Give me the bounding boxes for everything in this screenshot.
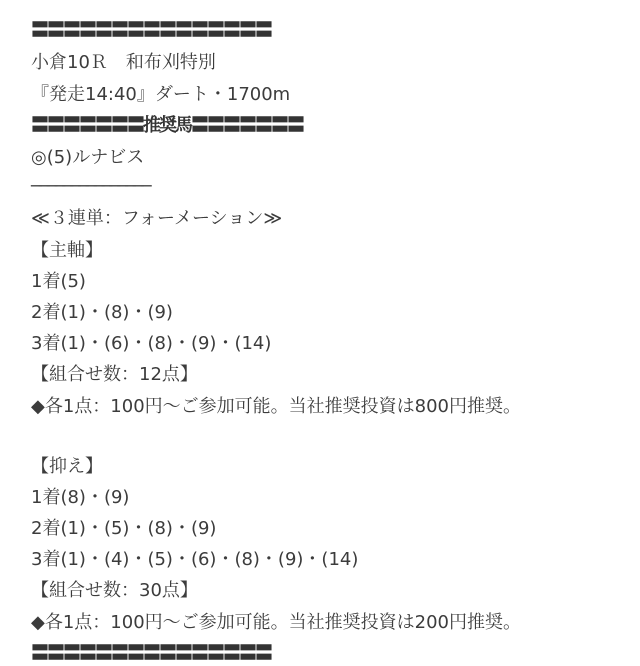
race-start-info: 『発走14:40』ダート・1700m	[31, 84, 291, 105]
backup-investment-note: ◆各1点：100円～ご参加可能。当社推奨投資は200円推奨。	[31, 612, 522, 633]
bet-type-heading: ≪３連単：フォーメーション≫	[31, 208, 283, 229]
main-second-place: 2着(1)・(8)・(9)	[31, 302, 173, 323]
race-title: 小倉10Ｒ 和布刈特別	[31, 52, 216, 73]
backup-second-place: 2着(1)・(5)・(8)・(9)	[31, 518, 217, 539]
backup-combination-count: 【組合せ数：30点】	[31, 580, 198, 601]
backup-third-place: 3着(1)・(4)・(5)・(6)・(8)・(9)・(14)	[31, 549, 359, 570]
recommended-horse-header: 〓〓〓〓〓〓〓推奨馬〓〓〓〓〓〓〓	[31, 115, 303, 136]
recommended-horse: ◎(5)ルナビス	[31, 147, 145, 168]
main-first-place: 1着(5)	[31, 271, 86, 292]
main-combination-count: 【組合せ数：12点】	[31, 364, 198, 385]
main-investment-note: ◆各1点：100円～ご参加可能。当社推奨投資は800円推奨。	[31, 396, 522, 417]
divider-line: ───────────────	[31, 176, 149, 197]
main-third-place: 3着(1)・(6)・(8)・(9)・(14)	[31, 333, 272, 354]
main-axis-heading: 【主軸】	[31, 240, 103, 261]
separator-bar-top: 〓〓〓〓〓〓〓〓〓〓〓〓〓〓〓	[31, 20, 271, 41]
backup-heading: 【抑え】	[31, 456, 103, 477]
backup-first-place: 1着(8)・(9)	[31, 487, 130, 508]
separator-bar-bottom: 〓〓〓〓〓〓〓〓〓〓〓〓〓〓〓	[31, 643, 271, 664]
